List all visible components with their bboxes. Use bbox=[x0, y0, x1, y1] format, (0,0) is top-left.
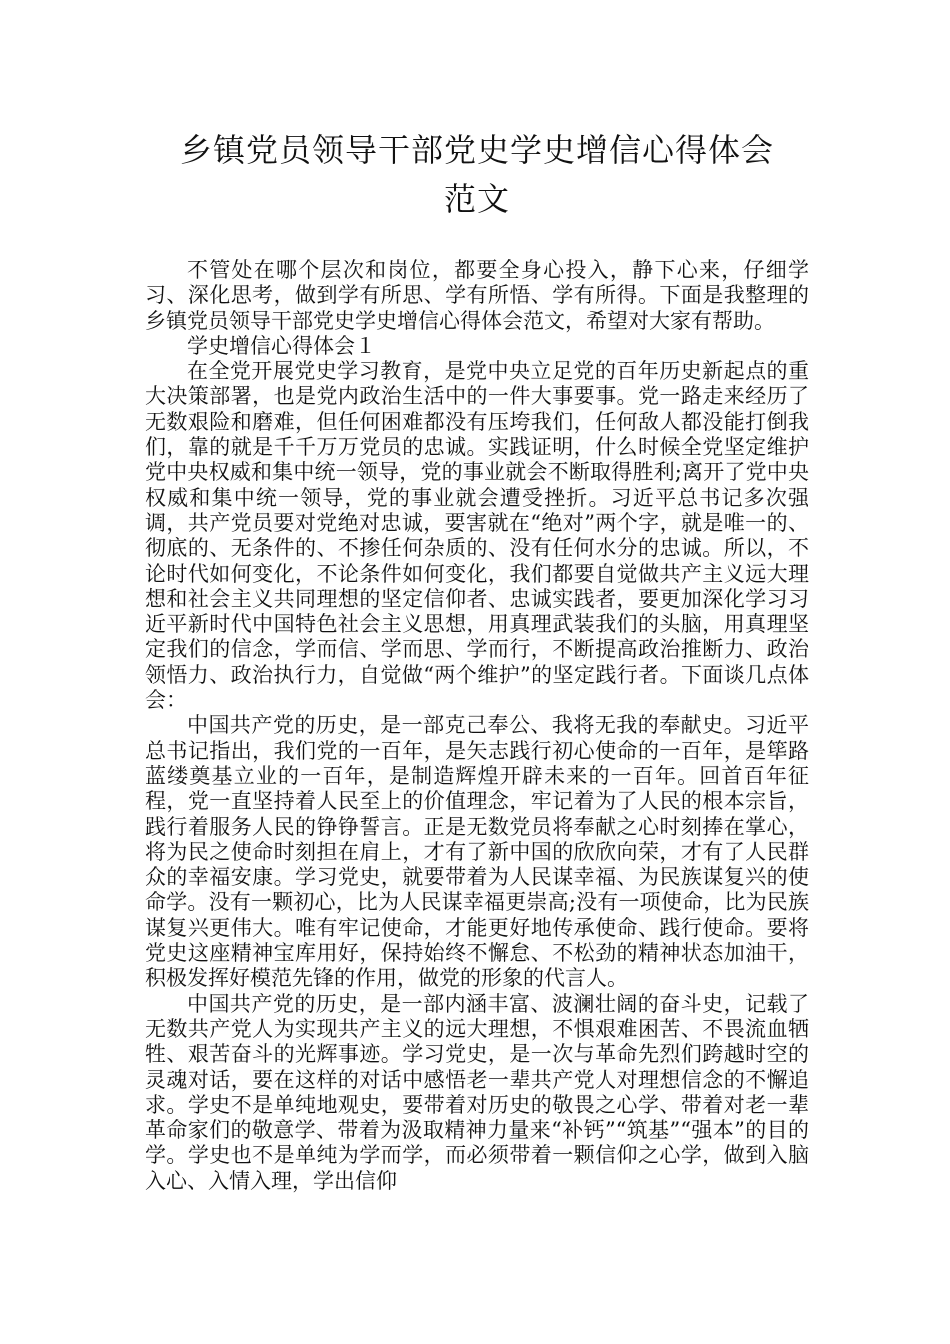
section-heading: 学史增信心得体会１ bbox=[187, 333, 376, 358]
document-body bbox=[145, 258, 809, 1194]
body-paragraph: 中国共产党的历史，是一部克己奉公、我将无我的奉献史。习近平总书记指出，我们党的一百年，是矢志践行初心使命的一百年，是筚路蓝缕奠基立业的一百年，是制造辉煌开辟未来的一百年。回首百年征程，党一直坚持着人民至上的价值理念，牢记着为了人民的根本宗旨，践行着服务人民的铮铮誓言。正是无数党员将奉献之心时刻捧在掌心，将为民之使命时刻担在肩上，才有了新中国的欣欣向荣，才有了人民群众的幸福安康。学习党史，就要带着为人民谋幸福、为民族谋复兴的使命学。没有一颗初心，比为人民谋幸福更崇高;没有一项使命，比为民族谋复兴更伟大。唯有牢记使命，才能更好地传承使命、践行使命。要将党史这座精神宝库用好，保持始终不懈怠、不松劲的精神状态加油干，积极发挥好模范先锋的作用，做党的形象的代言人。 bbox=[145, 713, 809, 991]
body-paragraph: 在全党开展党史学习教育，是党中央立足党的百年历史新起点的重大决策部署，也是党内政治生活中的一件大事要事。党一路走来经历了无数艰险和磨难，但任何困难都没有压垮我们，任何敌人都没能打倒我们，靠的就是千千万万党员的忠诚。实践证明，什么时候全党坚定维护党中央权威和集中统一领导，党的事业就会不断取得胜利;离开了党中央权威和集中统一领导，党的事业就会遭受挫折。习近平总书记多次强调，共产党员要对党绝对忠诚，要害就在“绝对”两个字，就是唯一的、彻底的、无条件的、不掺任何杂质的、没有任何水分的忠诚。所以，不论时代如何变化，不论条件如何变化，我们都要自觉做共产主义远大理想和社会主义共同理想的坚定信仰者、忠诚实践者，要更加深化学习习近平新时代中国特色社会主义思想，用真理武装我们的头脑，用真理坚定我们的信念，学而信、学而思、学而行，不断提高政治推断力、政治领悟力、政治执行力，自觉做“两个维护”的坚定践行者。下面谈几点体会： bbox=[145, 359, 809, 713]
intro-paragraph: 不管处在哪个层次和岗位，都要全身心投入，静下心来，仔细学习、深化思考，做到学有所思、学有所悟、学有所得。下面是我整理的乡镇党员领导干部党史学史增信心得体会范文，希望对大家有帮助。 bbox=[145, 258, 809, 333]
title-line-1: 乡镇党员领导干部党史学史增信心得体会 bbox=[179, 131, 774, 169]
document-title bbox=[145, 126, 809, 224]
title-line-2: 范文 bbox=[443, 180, 510, 218]
body-paragraph: 中国共产党的历史，是一部内涵丰富、波澜壮阔的奋斗史，记载了无数共产党人为实现共产主义的远大理想，不惧艰难困苦、不畏流血牺牲、艰苦奋斗的光辉事迹。学习党史，是一次与革命先烈们跨越时空的灵魂对话，要在这样的对话中感悟老一辈共产党人对理想信念的不懈追求。学史不是单纯地观史，要带着对历史的敬畏之心学、带着对老一辈革命家们的敬意学、带着为汲取精神力量来“补钙”“筑基”“强本”的目的学。学史也不是单纯为学而学，而必须带着一颗信仰之心学，做到入脑入心、入情入理，学出信仰 bbox=[145, 991, 809, 1193]
